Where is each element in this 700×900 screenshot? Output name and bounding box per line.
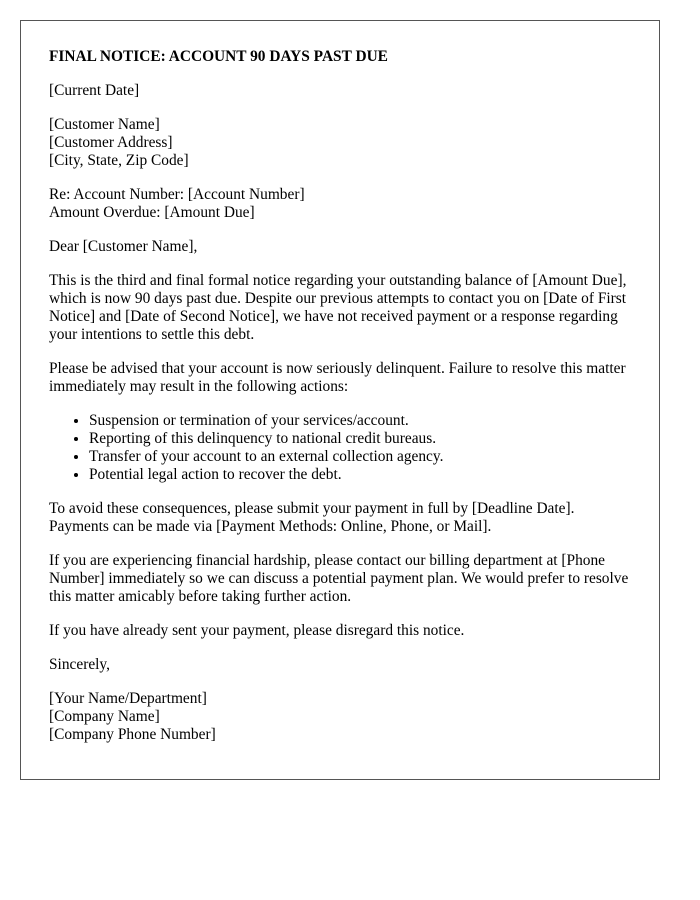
actions-list (49, 412, 631, 484)
recipient-address: [Customer Address] (49, 134, 173, 151)
account-number-line: Re: Account Number: [Account Number] (49, 186, 305, 203)
closing: Sincerely, (49, 656, 110, 673)
recipient-city: [City, State, Zip Code] (49, 152, 189, 169)
deadline-paragraph: To avoid these consequences, please submit your payment in full by [Deadline Date]. Payments can be made via [Payment Methods: Online, Phone, or Mail]. (49, 500, 575, 535)
amount-overdue-line: Amount Overdue: [Amount Due] (49, 204, 255, 221)
warning-paragraph: Please be advised that your account is now seriously delinquent. Failure to resolve this matter immediately may result in the following actions: (49, 360, 626, 395)
signature-name: [Your Name/Department] (49, 690, 207, 707)
list-item: • Suspension or termination of your services/account. (89, 412, 631, 430)
letter-date: [Current Date] (49, 82, 140, 99)
signature-block (49, 690, 631, 744)
hardship-paragraph: If you are experiencing financial hardship, please contact our billing department at [Phone Number] immediately so we can discuss a potential payment plan. We would prefer to resolve this matter amicably before taking further action. (49, 552, 629, 605)
letter-page (20, 20, 660, 780)
signature-phone: [Company Phone Number] (49, 726, 216, 743)
reference-block (49, 186, 631, 222)
recipient-block (49, 116, 631, 170)
signature-company: [Company Name] (49, 708, 160, 725)
disregard-paragraph: If you have already sent your payment, please disregard this notice. (49, 622, 465, 639)
salutation: Dear [Customer Name], (49, 238, 198, 255)
list-item: • Transfer of your account to an external collection agency. (89, 448, 631, 466)
recipient-name: [Customer Name] (49, 116, 160, 133)
list-item: • Reporting of this delinquency to national credit bureaus. (89, 430, 631, 448)
list-item: • Potential legal action to recover the debt. (89, 466, 631, 484)
intro-paragraph: This is the third and final formal notice regarding your outstanding balance of [Amount Due], which is now 90 days past due. Despite our previous attempts to contact you on [Date of First Notice] and [Date of Second Notice], we have not received payment or a response regarding your intentions to settle this debt. (49, 272, 627, 343)
notice-title: FINAL NOTICE: ACCOUNT 90 DAYS PAST DUE (49, 48, 388, 65)
